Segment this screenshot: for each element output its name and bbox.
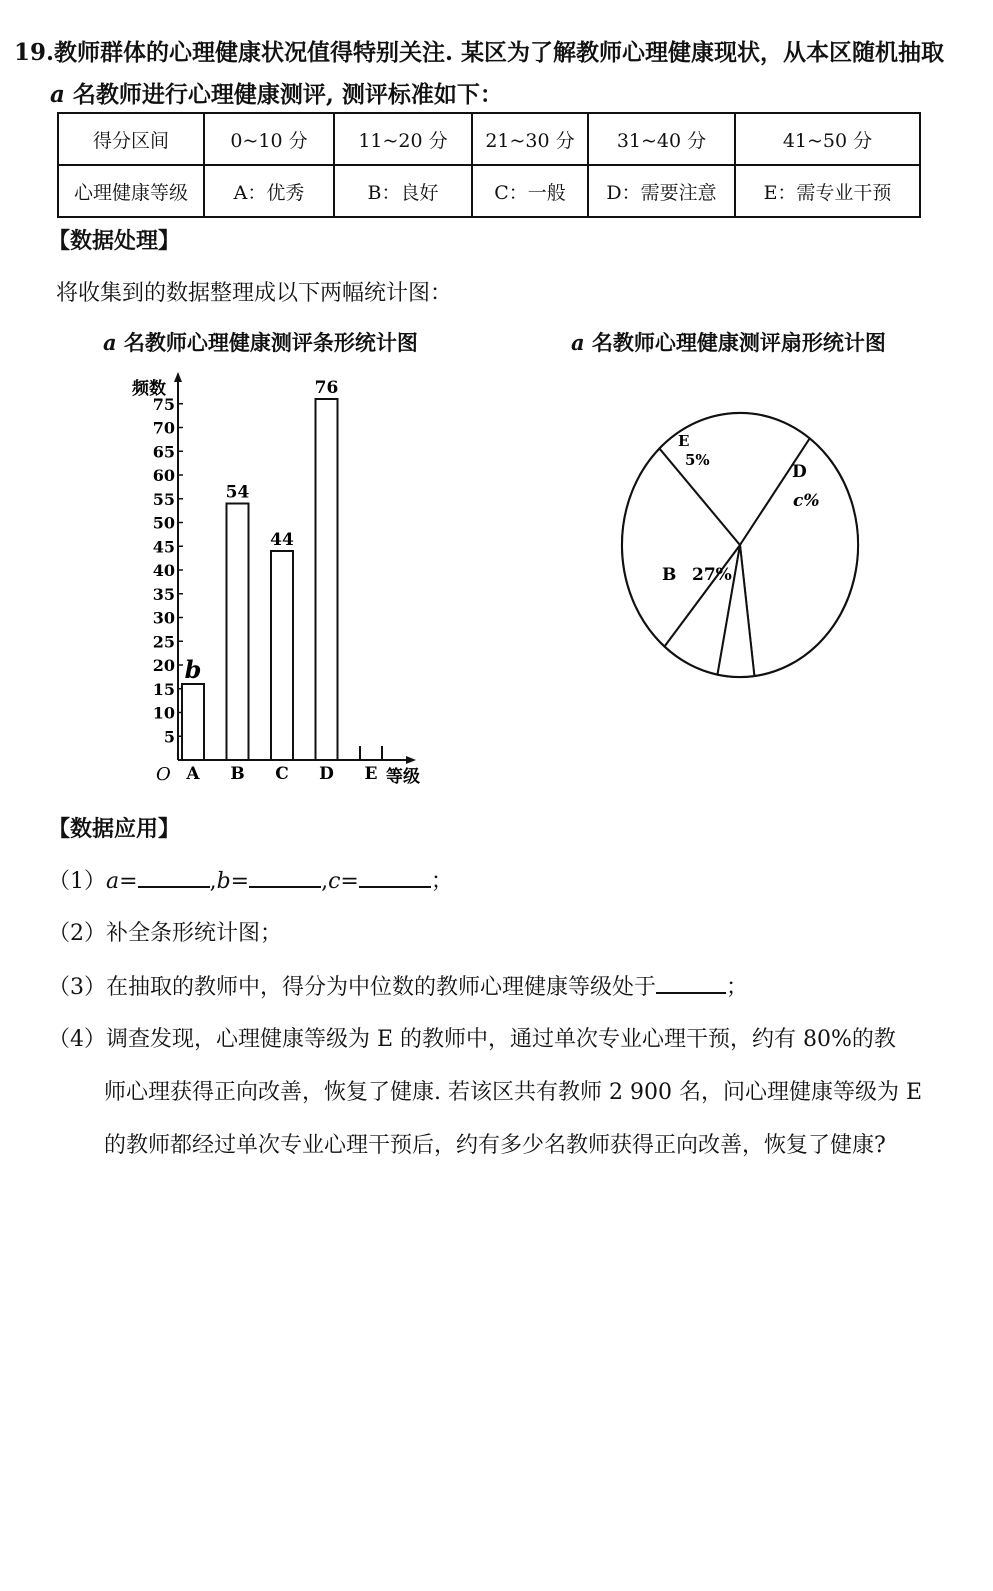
intro-paragraph: 将收集到的数据整理成以下两幅统计图： bbox=[56, 281, 453, 306]
y-tick-label: 15 bbox=[152, 679, 175, 699]
y-tick-label: 70 bbox=[152, 418, 175, 438]
pie-slice-value: 27% bbox=[692, 565, 732, 585]
table-cell: 31~40 分 bbox=[588, 113, 735, 165]
table-cell: 41~50 分 bbox=[735, 113, 920, 165]
table-cell: B：良好 bbox=[334, 165, 472, 217]
q1-c-label: c= bbox=[328, 869, 359, 894]
origin-label: O bbox=[156, 764, 171, 785]
x-tick-label: D bbox=[319, 764, 334, 784]
y-tick-label: 20 bbox=[152, 656, 175, 675]
y-tick-label: 65 bbox=[152, 442, 175, 462]
question-3 bbox=[48, 970, 748, 1001]
pie-slice-label: D bbox=[792, 462, 807, 482]
q3-end: ； bbox=[726, 975, 749, 1000]
bar-A bbox=[182, 684, 204, 760]
q3-text: （3）在抽取的教师中，得分为中位数的教师心理健康等级处于 bbox=[48, 975, 656, 1000]
variable-a: a bbox=[571, 330, 585, 355]
question-line-2 bbox=[50, 76, 503, 109]
table-row-score bbox=[58, 113, 920, 165]
y-tick-label: 50 bbox=[152, 513, 175, 533]
table-cell: 心理健康等级 bbox=[58, 165, 204, 217]
q1-b-label: b= bbox=[216, 869, 250, 894]
pie-chart bbox=[610, 400, 880, 690]
table-cell: 0~10 分 bbox=[204, 113, 334, 165]
pie-chart-title-text: 名教师心理健康测评扇形统计图 bbox=[584, 330, 886, 355]
x-tick-label: A bbox=[186, 764, 200, 784]
bar-B bbox=[227, 504, 249, 761]
question-2: （2）补全条形统计图； bbox=[48, 921, 282, 946]
bar-data-label: 76 bbox=[314, 378, 339, 398]
q1-prefix: （1） bbox=[48, 869, 106, 894]
grading-standard-table bbox=[57, 112, 921, 218]
x-tick-label: C bbox=[275, 764, 289, 784]
bar-chart-title-text: 名教师心理健康测评条形统计图 bbox=[116, 330, 418, 355]
bar-data-label: 44 bbox=[270, 530, 294, 550]
q1-a-label: a= bbox=[106, 869, 138, 894]
table-cell: C：一般 bbox=[472, 165, 588, 217]
y-tick-label: 40 bbox=[152, 561, 175, 580]
q1-end: ； bbox=[430, 869, 453, 894]
x-tick-label: B bbox=[230, 764, 245, 784]
section-data-processing: 【数据处理】 bbox=[48, 228, 181, 254]
table-row-level bbox=[58, 165, 920, 217]
bar-chart-title bbox=[103, 327, 418, 357]
x-tick-label: E bbox=[364, 764, 378, 784]
question-4-line-3: 的教师都经过单次专业心理干预后，约有多少名教师获得正向改善，恢复了健康? bbox=[104, 1133, 886, 1158]
table-cell: E：需专业干预 bbox=[735, 165, 920, 217]
question-1: （1）a= ,b= ,c= ； bbox=[48, 864, 453, 895]
table-cell: 21~30 分 bbox=[472, 113, 588, 165]
table-cell: 得分区间 bbox=[58, 113, 204, 165]
variable-a: a bbox=[50, 81, 65, 108]
x-axis-label: 等级 bbox=[386, 767, 420, 787]
answer-blank-b[interactable] bbox=[249, 866, 321, 888]
y-tick-label: 30 bbox=[152, 608, 175, 628]
pie-slice-label: B bbox=[662, 565, 677, 585]
y-tick-label: 10 bbox=[152, 703, 175, 723]
pie-slice-label: E bbox=[678, 432, 690, 450]
answer-blank-level[interactable] bbox=[656, 972, 726, 994]
y-tick-label: 45 bbox=[152, 537, 175, 557]
y-axis-label: 频数 bbox=[132, 379, 166, 399]
y-tick-label: 35 bbox=[152, 584, 175, 604]
question-number: 19. bbox=[14, 39, 55, 66]
y-tick-label: 55 bbox=[152, 489, 175, 509]
question-4-line-1: （4）调查发现，心理健康等级为 E 的教师中，通过单次专业心理干预，约有 80%的教 bbox=[48, 1027, 896, 1052]
bar-data-label: b bbox=[184, 655, 202, 684]
question-line-1 bbox=[14, 34, 944, 67]
bar-data-label: 54 bbox=[225, 482, 250, 503]
bar-chart bbox=[120, 370, 440, 795]
answer-blank-a[interactable] bbox=[138, 866, 210, 888]
bar-C bbox=[271, 551, 293, 760]
y-tick-label: 60 bbox=[152, 466, 175, 485]
pie-chart-title bbox=[571, 327, 886, 357]
x-axis-arrow bbox=[406, 756, 416, 764]
table-cell: 11~20 分 bbox=[334, 113, 472, 165]
variable-a: a bbox=[103, 330, 117, 355]
bar-D bbox=[316, 399, 338, 760]
table-cell: A：优秀 bbox=[204, 165, 334, 217]
y-tick-label: 5 bbox=[163, 727, 175, 747]
question-text-2: 名教师进行心理健康测评, 测评标准如下： bbox=[64, 81, 503, 108]
y-tick-label: 25 bbox=[152, 632, 175, 652]
y-axis-arrow bbox=[174, 372, 182, 382]
table-cell: D：需要注意 bbox=[588, 165, 735, 217]
question-4-line-2: 师心理获得正向改善，恢复了健康. 若该区共有教师 2 900 名，问心理健康等级为 E bbox=[104, 1080, 923, 1105]
pie-slice-value: 5% bbox=[685, 451, 710, 469]
pie-slice-value: c% bbox=[793, 491, 820, 511]
section-data-application: 【数据应用】 bbox=[48, 816, 181, 842]
y-tick-label: 75 bbox=[152, 394, 175, 414]
question-text-1: 教师群体的心理健康状况值得特别关注. 某区为了解教师心理健康现状，从本区随机抽取 bbox=[54, 39, 945, 66]
answer-blank-c[interactable] bbox=[359, 866, 431, 888]
